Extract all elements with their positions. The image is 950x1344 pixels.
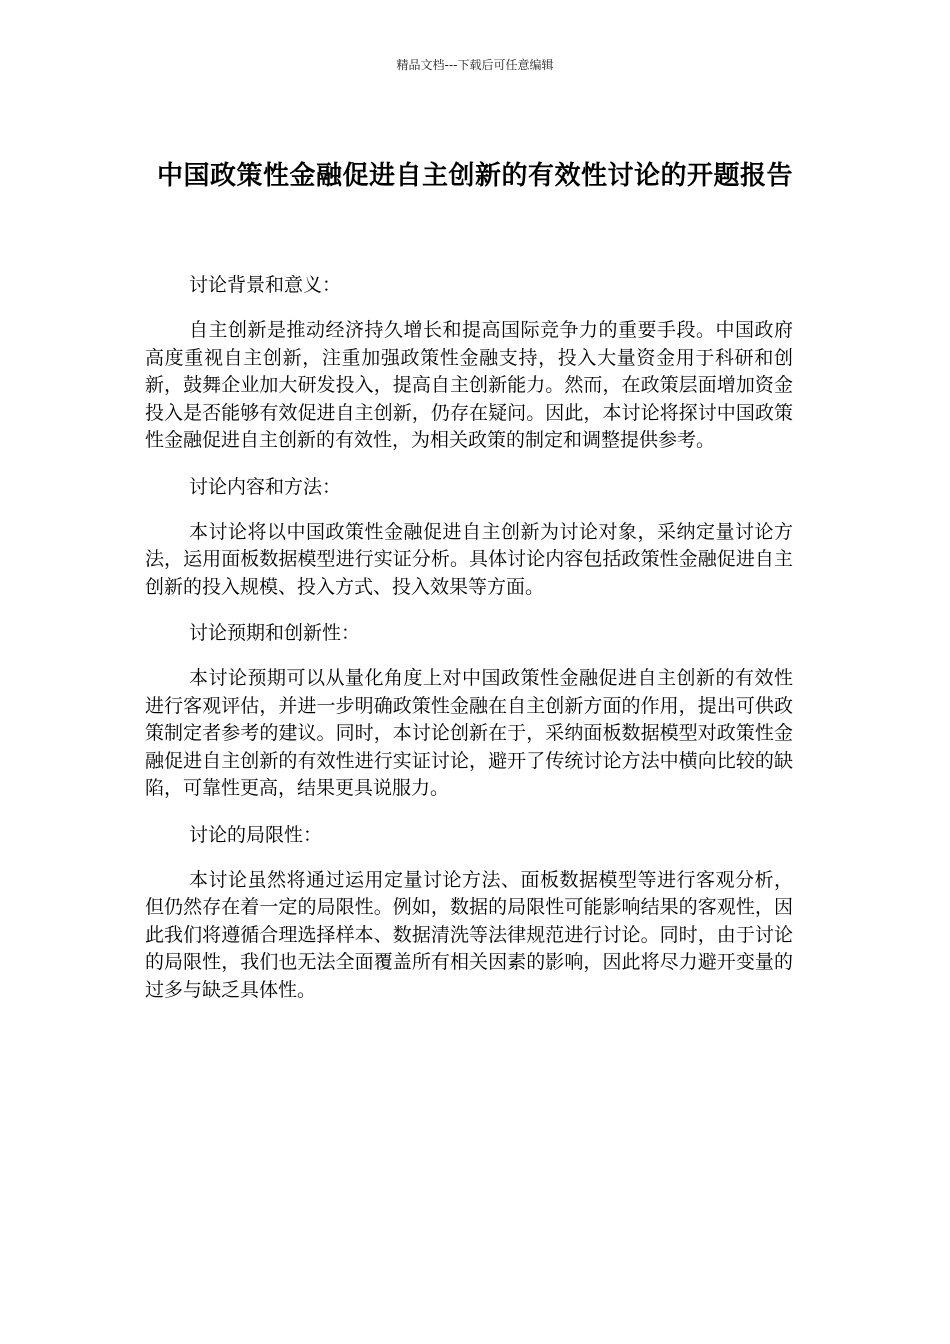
section-paragraph: 自主创新是推动经济持久增长和提高国际竞争力的重要手段。中国政府高度重视自主创新，注重加强政策性金融支持，投入大量资金用于科研和创新，鼓舞企业加大研发投入，提高自主创新能力。然而，在政策层面增加资金投入是否能够有效促进自主创新，仍存在疑问。因此，本讨论将探讨中国政策性金融促进自主创新的有效性，为相关政策的制定和调整提供参考。 <box>145 319 793 451</box>
header-note: 精品文档---下载后可任意编辑 <box>396 58 554 72</box>
section-paragraph: 本讨论预期可以从量化角度上对中国政策性金融促进自主创新的有效性进行客观评估，并进一步明确政策性金融在自主创新方面的作用，提出可供政策制定者参考的建议。同时，本讨论创新在于，采纳面板数据模型对政策性金融促进自主创新的有效性进行实证讨论，避开了传统讨论方法中横向比较的缺陷，可靠性更高，结果更具说服力。 <box>145 667 793 799</box>
document-body <box>145 268 793 1019</box>
section-heading: 讨论内容和方法： <box>189 475 342 498</box>
section-heading: 讨论的局限性： <box>189 823 323 846</box>
section-expectations <box>145 616 793 803</box>
section-content-methods <box>145 470 793 602</box>
section-heading: 讨论预期和创新性： <box>189 622 361 644</box>
document-title: 中国政策性金融促进自主创新的有效性讨论的开题报告 <box>156 161 793 192</box>
section-paragraph: 本讨论将以中国政策性金融促进自主创新为讨论对象，采纳定量讨论方法，运用面板数据模型进行实证分析。具体讨论内容包括政策性金融促进自主创新的投入规模、投入方式、投入效果等方面。 <box>145 520 793 598</box>
section-paragraph: 本讨论虽然将通过运用定量讨论方法、面板数据模型等进行客观分析，但仍然存在着一定的局限性。例如，数据的局限性可能影响结果的客观性，因此我们将遵循合理选择样本、数据清洗等法律规范进行讨论。同时，由于讨论的局限性，我们也无法全面覆盖所有相关因素的影响，因此将尽力避开变量的过多与缺乏具体性。 <box>145 868 793 1001</box>
section-limitations <box>145 818 793 1005</box>
section-heading: 讨论背景和意义： <box>189 274 342 296</box>
section-background <box>145 268 793 455</box>
